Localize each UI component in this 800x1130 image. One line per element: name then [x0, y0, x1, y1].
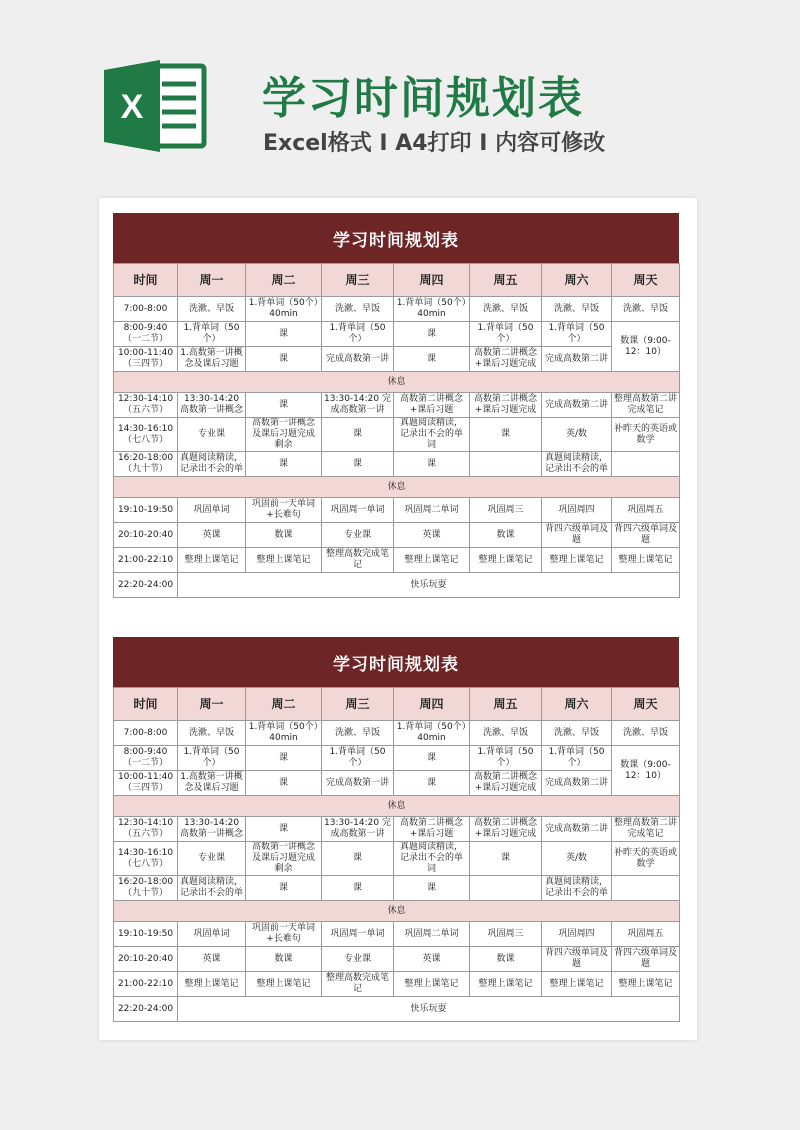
excel-icon [104, 58, 208, 154]
schedule-row [114, 876, 680, 901]
activity-cell: 课 [394, 771, 470, 796]
activity-cell [612, 876, 680, 901]
activity-cell: 课 [246, 322, 322, 347]
schedule-row [114, 393, 680, 418]
activity-cell [470, 452, 542, 477]
time-cell: 8:00-9:40（一二节） [114, 746, 178, 771]
sheet-title: 学习时间规划表 [113, 637, 679, 687]
activity-cell: 1.高数第一讲概念及课后习题 [178, 771, 246, 796]
schedule-row [114, 817, 680, 842]
activity-cell: 英/数 [542, 842, 612, 876]
break-label: 休息 [114, 901, 680, 922]
activity-cell: 洗漱、早饭 [470, 297, 542, 322]
activity-cell: 1.背单词（50个）40min [394, 297, 470, 322]
time-cell: 20:10-20:40 [114, 947, 178, 972]
activity-cell: 巩固单词 [178, 922, 246, 947]
activity-cell: 专业课 [178, 418, 246, 452]
schedule-row [114, 523, 680, 548]
column-header: 周天 [612, 688, 680, 721]
activity-cell: 数课 [470, 523, 542, 548]
column-header: 周三 [322, 264, 394, 297]
activity-cell: 整理上课笔记 [394, 972, 470, 997]
time-cell: 7:00-8:00 [114, 721, 178, 746]
time-cell: 16:20-18:00（九十节） [114, 452, 178, 477]
activity-cell: 课 [246, 876, 322, 901]
break-row [114, 901, 680, 922]
schedule-table [113, 263, 680, 598]
activity-cell: 巩固周四 [542, 498, 612, 523]
schedule-row [114, 972, 680, 997]
schedule-row [114, 746, 680, 771]
activity-cell: 巩固周五 [612, 922, 680, 947]
column-header: 周四 [394, 688, 470, 721]
activity-cell: 英/数 [542, 418, 612, 452]
activity-cell: 课 [246, 452, 322, 477]
column-header: 周二 [246, 688, 322, 721]
schedule-row [114, 721, 680, 746]
activity-cell: 整理高数完成笔记 [322, 972, 394, 997]
activity-cell: 高数第一讲概念及课后习题完成剩余 [246, 842, 322, 876]
column-header: 周天 [612, 264, 680, 297]
activity-cell: 高数第二讲概念+课后习题 [394, 393, 470, 418]
activity-cell: 真题阅读精读，记录出不会的单词 [394, 418, 470, 452]
activity-cell: 洗漱、早饭 [322, 297, 394, 322]
time-cell: 14:30-16:10（七八节） [114, 842, 178, 876]
activity-cell: 洗漱、早饭 [612, 297, 680, 322]
schedule-row [114, 997, 680, 1022]
activity-cell: 洗漱、早饭 [470, 721, 542, 746]
activity-cell: 1.背单词（50个） [322, 746, 394, 771]
activity-cell: 真题阅读精读，记录出不会的单 [542, 452, 612, 477]
activity-cell: 课 [246, 771, 322, 796]
activity-cell: 1.背单词（50个） [178, 322, 246, 347]
activity-cell: 1.背单词（50个） [470, 746, 542, 771]
time-cell: 8:00-9:40（一二节） [114, 322, 178, 347]
activity-cell: 巩固周三 [470, 498, 542, 523]
activity-cell: 整理高数第二讲完成笔记 [612, 393, 680, 418]
schedule-table [113, 687, 680, 1022]
activity-cell: 整理上课笔记 [178, 972, 246, 997]
time-cell: 14:30-16:10（七八节） [114, 418, 178, 452]
activity-cell: 完成高数第一讲 [322, 771, 394, 796]
page-header [0, 0, 800, 190]
schedule-row [114, 322, 680, 347]
column-header: 时间 [114, 688, 178, 721]
activity-cell: 专业课 [322, 947, 394, 972]
activity-cell: 课 [470, 418, 542, 452]
activity-cell: 洗漱、早饭 [178, 721, 246, 746]
activity-cell: 13:30-14:20 高数第一讲概念 [178, 817, 246, 842]
activity-cell: 课 [246, 817, 322, 842]
schedule-body [114, 297, 680, 598]
schedule-sheet [113, 213, 679, 598]
time-cell: 22:20-24:00 [114, 997, 178, 1022]
activity-cell: 巩固周三 [470, 922, 542, 947]
activity-cell: 英课 [394, 947, 470, 972]
activity-cell: 真题阅读精读，记录出不会的单 [542, 876, 612, 901]
activity-cell: 巩固周一单词 [322, 498, 394, 523]
time-cell: 10:00-11:40（三四节） [114, 347, 178, 372]
activity-cell: 整理上课笔记 [542, 548, 612, 573]
column-header: 周五 [470, 264, 542, 297]
activity-cell: 整理上课笔记 [178, 548, 246, 573]
activity-cell: 1.背单词（50个） [322, 322, 394, 347]
activity-cell: 快乐玩耍 [178, 573, 680, 598]
time-cell: 12:30-14:10（五六节） [114, 817, 178, 842]
schedule-row [114, 842, 680, 876]
activity-cell: 高数第二讲概念+课后习题完成 [470, 347, 542, 372]
activity-cell: 1.背单词（50个）40min [394, 721, 470, 746]
column-header: 周六 [542, 688, 612, 721]
activity-cell: 洗漱、早饭 [178, 297, 246, 322]
activity-cell: 洗漱、早饭 [542, 721, 612, 746]
activity-cell: 1.背单词（50个） [542, 322, 612, 347]
activity-cell: 巩固周一单词 [322, 922, 394, 947]
activity-cell: 洗漱、早饭 [542, 297, 612, 322]
activity-cell: 真题阅读精读，记录出不会的单 [178, 876, 246, 901]
activity-cell: 巩固周二单词 [394, 922, 470, 947]
column-header: 周一 [178, 688, 246, 721]
activity-cell: 整理上课笔记 [612, 972, 680, 997]
activity-cell: 1.背单词（50个）40min [246, 297, 322, 322]
activity-cell: 背四六级单词及题 [542, 523, 612, 548]
activity-cell: 高数第二讲概念+课后习题 [394, 817, 470, 842]
activity-cell: 英课 [178, 947, 246, 972]
schedule-row [114, 947, 680, 972]
activity-cell: 整理上课笔记 [612, 548, 680, 573]
time-cell: 19:10-19:50 [114, 922, 178, 947]
activity-cell: 背四六级单词及题 [542, 947, 612, 972]
column-header: 周六 [542, 264, 612, 297]
activity-cell: 课 [394, 347, 470, 372]
activity-cell: 整理上课笔记 [394, 548, 470, 573]
activity-cell: 完成高数第二讲 [542, 347, 612, 372]
activity-cell: 数课 [246, 947, 322, 972]
activity-cell: 13:30-14:20 完成高数第一讲 [322, 393, 394, 418]
break-row [114, 796, 680, 817]
time-cell: 22:20-24:00 [114, 573, 178, 598]
excel-icon-letter: X [120, 88, 144, 126]
page-subtitle: Excel格式 I A4打印 I 内容可修改 [263, 131, 606, 156]
time-cell: 21:00-22:10 [114, 548, 178, 573]
activity-cell: 课 [322, 876, 394, 901]
schedule-body [114, 721, 680, 1022]
schedule-row [114, 498, 680, 523]
activity-cell: 专业课 [178, 842, 246, 876]
break-label: 休息 [114, 796, 680, 817]
time-cell: 19:10-19:50 [114, 498, 178, 523]
activity-cell: 完成高数第二讲 [542, 393, 612, 418]
schedule-row [114, 573, 680, 598]
time-cell: 7:00-8:00 [114, 297, 178, 322]
activity-cell: 快乐玩耍 [178, 997, 680, 1022]
column-header: 周一 [178, 264, 246, 297]
activity-cell: 整理高数完成笔记 [322, 548, 394, 573]
schedule-row [114, 452, 680, 477]
activity-cell: 课 [322, 418, 394, 452]
time-cell: 16:20-18:00（九十节） [114, 876, 178, 901]
activity-cell: 课 [470, 842, 542, 876]
activity-cell [470, 876, 542, 901]
activity-cell: 完成高数第一讲 [322, 347, 394, 372]
activity-cell: 高数第二讲概念+课后习题完成 [470, 771, 542, 796]
activity-cell: 背四六级单词及题 [612, 947, 680, 972]
activity-cell: 巩固周二单词 [394, 498, 470, 523]
activity-cell: 巩固单词 [178, 498, 246, 523]
activity-cell: 洗漱、早饭 [612, 721, 680, 746]
activity-cell: 高数第一讲概念及课后习题完成剩余 [246, 418, 322, 452]
activity-cell: 1.背单词（50个）40min [246, 721, 322, 746]
page-title: 学习时间规划表 [262, 73, 584, 124]
break-label: 休息 [114, 372, 680, 393]
activity-cell: 13:30-14:20 完成高数第一讲 [322, 817, 394, 842]
activity-cell: 数课 [246, 523, 322, 548]
activity-cell: 高数第二讲概念+课后习题完成 [470, 817, 542, 842]
break-row [114, 372, 680, 393]
activity-cell: 课 [394, 876, 470, 901]
activity-cell: 专业课 [322, 523, 394, 548]
activity-cell: 巩固周五 [612, 498, 680, 523]
header-row [114, 264, 680, 297]
activity-cell: 真题阅读精读，记录出不会的单 [178, 452, 246, 477]
header-row [114, 688, 680, 721]
activity-cell: 真题阅读精读，记录出不会的单词 [394, 842, 470, 876]
activity-cell: 整理高数第二讲完成笔记 [612, 817, 680, 842]
activity-cell: 英课 [394, 523, 470, 548]
activity-cell: 课 [394, 322, 470, 347]
activity-cell: 高数第二讲概念+课后习题完成 [470, 393, 542, 418]
activity-cell: 整理上课笔记 [246, 548, 322, 573]
activity-cell: 巩固前一天单词+长难句 [246, 498, 322, 523]
schedule-row [114, 347, 680, 372]
activity-cell: 1.背单词（50个） [542, 746, 612, 771]
schedule-sheet [113, 637, 679, 1022]
break-label: 休息 [114, 477, 680, 498]
schedule-row [114, 297, 680, 322]
activity-cell: 数课（9:00-12：10） [612, 746, 680, 796]
activity-cell: 整理上课笔记 [470, 548, 542, 573]
activity-cell: 课 [246, 347, 322, 372]
activity-cell [612, 452, 680, 477]
column-header: 周三 [322, 688, 394, 721]
column-header: 周四 [394, 264, 470, 297]
activity-cell: 巩固周四 [542, 922, 612, 947]
activity-cell: 完成高数第二讲 [542, 817, 612, 842]
activity-cell: 课 [394, 746, 470, 771]
activity-cell: 课 [322, 452, 394, 477]
time-cell: 20:10-20:40 [114, 523, 178, 548]
schedule-row [114, 771, 680, 796]
activity-cell: 补昨天的英语或数学 [612, 842, 680, 876]
schedule-row [114, 548, 680, 573]
activity-cell: 洗漱、早饭 [322, 721, 394, 746]
time-cell: 10:00-11:40（三四节） [114, 771, 178, 796]
time-cell: 21:00-22:10 [114, 972, 178, 997]
activity-cell: 背四六级单词及题 [612, 523, 680, 548]
time-cell: 12:30-14:10（五六节） [114, 393, 178, 418]
activity-cell: 数课（9:00-12：10） [612, 322, 680, 372]
sheet-title: 学习时间规划表 [113, 213, 679, 263]
activity-cell: 13:30-14:20 高数第一讲概念 [178, 393, 246, 418]
activity-cell: 课 [322, 842, 394, 876]
activity-cell: 英课 [178, 523, 246, 548]
activity-cell: 整理上课笔记 [246, 972, 322, 997]
break-row [114, 477, 680, 498]
activity-cell: 巩固前一天单词+长难句 [246, 922, 322, 947]
column-header: 时间 [114, 264, 178, 297]
activity-cell: 1.背单词（50个） [178, 746, 246, 771]
activity-cell: 课 [246, 746, 322, 771]
schedule-row [114, 922, 680, 947]
activity-cell: 课 [394, 452, 470, 477]
activity-cell: 整理上课笔记 [470, 972, 542, 997]
activity-cell: 完成高数第二讲 [542, 771, 612, 796]
column-header: 周二 [246, 264, 322, 297]
activity-cell: 整理上课笔记 [542, 972, 612, 997]
column-header: 周五 [470, 688, 542, 721]
schedule-row [114, 418, 680, 452]
activity-cell: 1.背单词（50个） [470, 322, 542, 347]
activity-cell: 1.高数第一讲概念及课后习题 [178, 347, 246, 372]
activity-cell: 补昨天的英语或数学 [612, 418, 680, 452]
activity-cell: 数课 [470, 947, 542, 972]
activity-cell: 课 [246, 393, 322, 418]
